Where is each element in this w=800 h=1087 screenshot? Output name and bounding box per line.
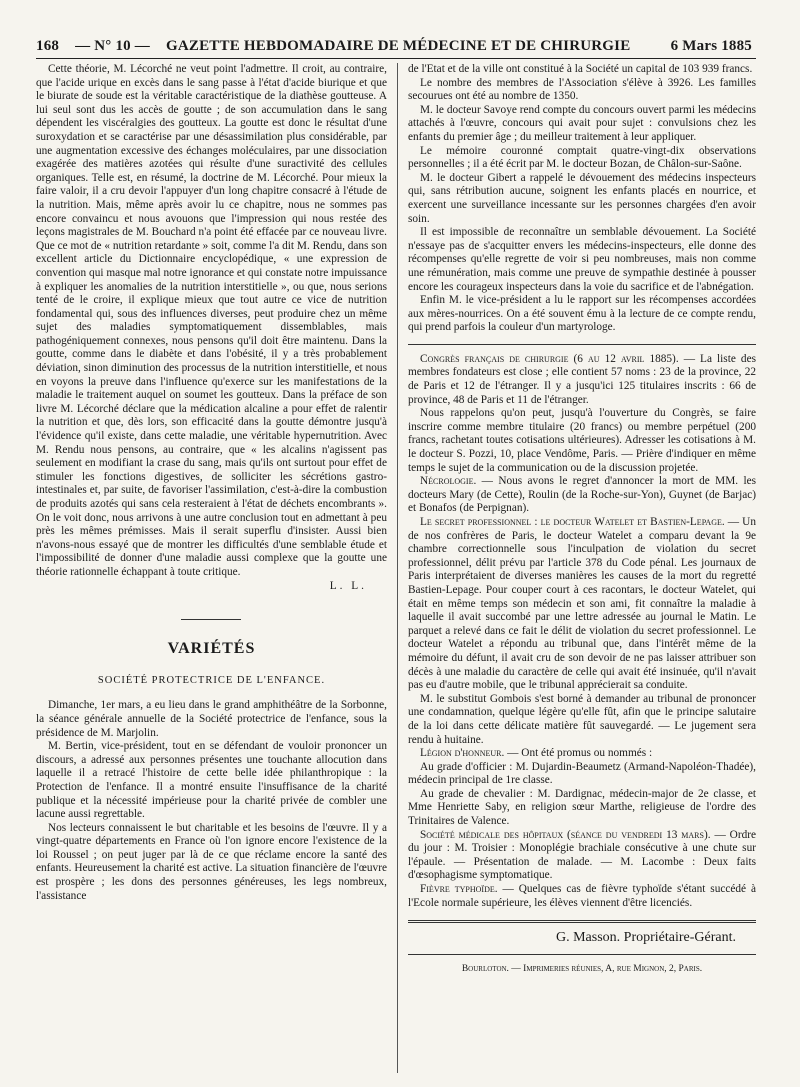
news-text: — Ordre du jour : M. Troisier : Monoplégie brachiale consécutive à une chute sur l'épaule. — Présentation de malade. — M. Lacombe : Deux faits d'œsophagisme symptomatique.: [407, 828, 756, 882]
divider-double: [408, 920, 756, 923]
article-paragraph: Enfin M. le vice-président a lu le rapport sur les récompenses accordées aux mères-nourrices. On a été souvent ému à la lecture de ce compte rendu, qui prend parfois la couleur d'un martyrologe.: [407, 294, 756, 334]
article-paragraph: de l'Etat et de la ville ont constitué à la Société un capital de 103 939 francs.: [407, 63, 753, 75]
article-paragraph: Il est impossible de reconnaître un semblable dévouement. La Société n'essaye pas de s'acquitter envers les médecins-inspecteurs, elle donne des récompenses qu'elle regrette de voir si peu nombreuses, mais non comme une rémunération, mais comme une preuve de sympathie destinée à pousser encore les courageux inspecteurs dans la voie du sacrifice et de l'abnégation.: [407, 226, 756, 293]
news-lead: Fièvre typhoïde.: [419, 883, 498, 896]
news-item-congres-cont: Nous rappelons qu'on peut, jusqu'à l'ouverture du Congrès, se faire inscrire comme membre titulaire (20 francs) ou membre perpétuel (200 francs, rachetant toutes cotisations ultérieures). Adresser les cotisations à M. le docteur S. Pozzi, 10, place Vendôme, Paris. — Prière d'indiquer en même temps le sujet de la communication ou de la discussion projetée.: [407, 407, 756, 474]
article-paragraph: Le nombre des membres de l'Association s'élève à 3926. Les familles secourues ont été au nombre de 1350.: [407, 76, 756, 103]
news-text: — Un de nos confrères de Paris, le docteur Watelet a comparu devant la 9e chambre correctionnelle sous l'inculpation de violation du secret professionnel, délit prévu par l'article 378 du Code pénal. Les journaux de Paris interprétaient de diverses manières les causes de la mort du regretté Bastien-Lepage. Pour couper court à ces racontars, le docteur Watelet, qui était en même temps son médecin et son ami, fit connaître la maladie à laquelle il avait succombé par une lettre adressée au journal le Matin. Le parquet a relevé dans ce fait le délit de violation du secret professionnel. Le docteur Watelet a répondu au tribunal que, dans l'intérêt même de la mémoire du défunt, il avait cru de son devoir de ne pas laisser attribuer son décès à une maladie du caractère de celle qui avait été insinuée, qu'il n'avait pas eu d'autre mobile, que le tribunal apprécierait sa conduite.: [407, 516, 756, 692]
news-lead: Le secret professionnel : le docteur Watelet et Bastien-Lepage.: [419, 516, 725, 528]
publisher-owner: G. Masson. Propriétaire-Gérant.: [555, 930, 736, 946]
issue-date: 6 Mars 1885: [670, 38, 752, 54]
varietes-paragraph: Dimanche, 1er mars, a eu lieu dans le grand amphithéâtre de la Sorbonne, la séance générale annuelle de la Société protectrice de l'enfance, sous la présidence de M. Marjolin.: [36, 699, 387, 739]
divider: [181, 619, 241, 620]
article-paragraph: Cette théorie, M. Lécorché ne veut point l'admettre. Il croit, au contraire, que l'acide urique en excès dans le sang passe à l'état d'acide biurique et que le biurate de soude est la véritable caractéristique de la diathèse goutteuse. A lui seul sont dus les accès de goutte ; de son accumulation dans le sang dépendent les viscéralgies des goutteux. La goutte est donc le résultat d'une suroxydation et se caractérise par une désassimilation plus considérable, par une augmentation excessive des échanges moléculaires, par une dissociation exagérée des matières azotées qui résulte d'une suractivité des cellules organiques. Telle est, en résumé, la doctrine de M. Lécorché. Pour mieux la faire valoir, il a cru devoir l'appuyer d'un long chapitre consacré à l'étude de la nutrition. Mais, même après avoir lu ce chapitre, nous ne sommes pas encore convaincu et nous avouons que l'impression qui nous restée des leçons magistrales de M. Bouchard n'a point été effacée par ce nouveau livre. Que ce mot de « nutrition retardante » soit, comme l'a dit M. Rendu, dans son excellent article du Dictionnaire encyclopédique, « une expression de convention qui masque mal notre ignorance et qui constate notre impuissance à expliquer les anomalies de la nutrition interstitielle », ou que, nous serions tenté de le croire, il explique mieux que tout autre ce vice de nutrition fondamental qui, sous des influences diverses, peut produire chez un même sujet des maladies symptomatiquement dissemblables, mais pathogéniquement connexes, nous pensons qu'il doit être maintenu. Dans la goutte, comme dans le diabète et dans l'obésité, il y a très probablement déviation, sinon diminution des processus de la nutrition interstitielle, et nous en voyons la preuve dans l'influence qu'exerce sur les manifestations de la maladie le traitement auquel on soumet les goutteux. Dans la préface de son livre M. Lécorché déclare que la médication alcaline a pour effet de ralentir la nutrition et que, dès lors, son efficacité dans la goutte démontre jusqu'à l'évidence qu'il existe, dans cette maladie, une véritable hypernutrition. Avec M. Rendu nous pensons, au contraire, que « les alcalins n'agissent pas seulement en modifiant la crase du sang, mais qu'ils ont surtout pour effet de stimuler les fonctions digestives, de solliciter les sécrétions gastro-intestinales et, par suite, de favoriser l'assimilation, c'est-à-dire la combustion de produits azotés qui sans cela resteraient à l'état de déchets encombrants ». On le voit donc, nous arrivons à une autre conclusion tout en admettant à peu près les mêmes prémisses. Mais il serait superflu d'insister. Aussi bien n'avons-nous essayé que de montrer les difficultés d'une semblable étude et l'impossibilité de donner d'une maladie aussi complexe que la goutte une théorie rationnelle échappant à toute critique.: [36, 63, 387, 578]
news-lead: Congrès français de chirurgie (6 au 12 avril 1885).: [419, 352, 679, 365]
varietes-paragraph: Nos lecteurs connaissent le but charitable et les besoins de l'œuvre. Il y a vingt-quatre départements en France où l'on ignore encore l'existence de la loi Roussel ; on peut juger par là de ce que réclame encore la santé des enfants. Heureusement la charité est active. La situation financière de l'œuvre est prospère ; les dons des personnes généreuses, les legs nombreux, l'assistance: [36, 821, 387, 902]
issue-number: — N° 10 —: [75, 38, 150, 54]
right-column: [397, 63, 756, 1073]
news-item-secret: [408, 516, 756, 693]
left-column: [36, 63, 387, 1073]
subsection-title: SOCIÉTÉ PROTECTRICE DE L'ENFANCE.: [97, 674, 326, 686]
article-paragraph: M. le docteur Savoye rend compte du concours ouvert parmi les médecins attachés à l'œuvre, concours qui avait pour sujet : convulsions chez les enfants du premier âge ; du meilleur traitement à leur appliquer.: [407, 103, 756, 143]
news-item-necrologie: [408, 475, 756, 516]
journal-title: GAZETTE HEBDOMADAIRE DE MÉDECINE ET DE CHIRURGIE: [166, 38, 631, 54]
article-paragraph: M. le docteur Gibert a rappelé le dévouement des médecins inspecteurs qui, sans rétribution aucune, soignent les enfants placés en nourrice, et exercent une surveillance incessante sur les personnes chargées d'en avoir soin.: [407, 171, 756, 225]
varietes-paragraph: M. Bertin, vice-président, tout en se défendant de vouloir prononcer un discours, a adressé aux personnes présentes une touchante allocution dans laquelle il a retracé l'histoire de cette belle idée philanthropique : la Protection de l'enfance. Il a montré ensuite l'insuffisance de la charité publique et la nécessité impérieuse pour la charité privée de combler une lacune aussi regrettable.: [36, 740, 387, 821]
legion-officier: Au grade d'officier : M. Dujardin-Beaumetz (Armand-Napoléon-Thadée), médecin principal de 1re classe.: [407, 760, 756, 787]
header-left: [36, 38, 630, 55]
section-title-varietes: VARIÉTÉS: [167, 640, 256, 658]
news-text: — Quelques cas de fièvre typhoïde s'étant succédé à l'Ecole normale supérieure, les élèves viennent d'être licenciés.: [407, 883, 756, 909]
news-item-hopitaux: [408, 829, 756, 883]
author-signature: L. L.: [329, 579, 367, 592]
news-item-fievre: [408, 883, 756, 910]
divider: [408, 954, 756, 955]
legion-chevalier: Au grade de chevalier : M. Dardignac, médecin-major de 2e classe, et Mme Henriette Saby, en religion sœur Marthe, religieuse de l'ordre des Trinitaires de Valence.: [407, 787, 756, 828]
news-lead: Légion d'honneur.: [419, 747, 505, 760]
news-item-secret-cont: M. le substitut Gombois s'est borné à demander au tribunal de prononcer une condamnation, quelque légère qu'elle fût, afin que le principe salutaire de la loi dans cette délicate matière fût sauvegardé. — Le jugement sera rendu à huitaine.: [407, 692, 756, 746]
news-text: — Ont été promus ou nommés :: [504, 747, 653, 760]
news-text: — La liste des membres fondateurs est close ; elle contient 57 noms : 23 de la province, 22 de Paris et 12 de l'étranger. Il y a jusqu'ici 125 titulaires inscrits : 66 de province, 48 de Paris et 11 de l'étranger.: [407, 352, 756, 406]
news-lead: Nécrologie.: [419, 475, 477, 488]
news-item-legion: [408, 747, 756, 761]
columns: [36, 63, 756, 1073]
page-header: [36, 38, 756, 59]
printer-imprint: Bourloton. — Imprimeries réunies, A, rue Mignon, 2, Paris.: [461, 963, 703, 974]
news-text: — Nous avons le regret d'annoncer la mort de MM. les docteurs Mary (de Cette), Roulin (de la Roche-sur-Yon), Guynet (de Barjac) et Bonafos (de Perpignan).: [407, 475, 756, 515]
news-item-congres: [408, 353, 756, 407]
article-paragraph: Le mémoire couronné comptait quatre-vingt-dix observations personnelles ; il a été écrit par M. le docteur Bozan, de Châlon-sur-Saône.: [407, 144, 756, 171]
divider: [408, 344, 756, 345]
page-number: 168: [36, 38, 60, 54]
news-lead: Société médicale des hôpitaux (séance du vendredi 13 mars).: [419, 828, 711, 841]
